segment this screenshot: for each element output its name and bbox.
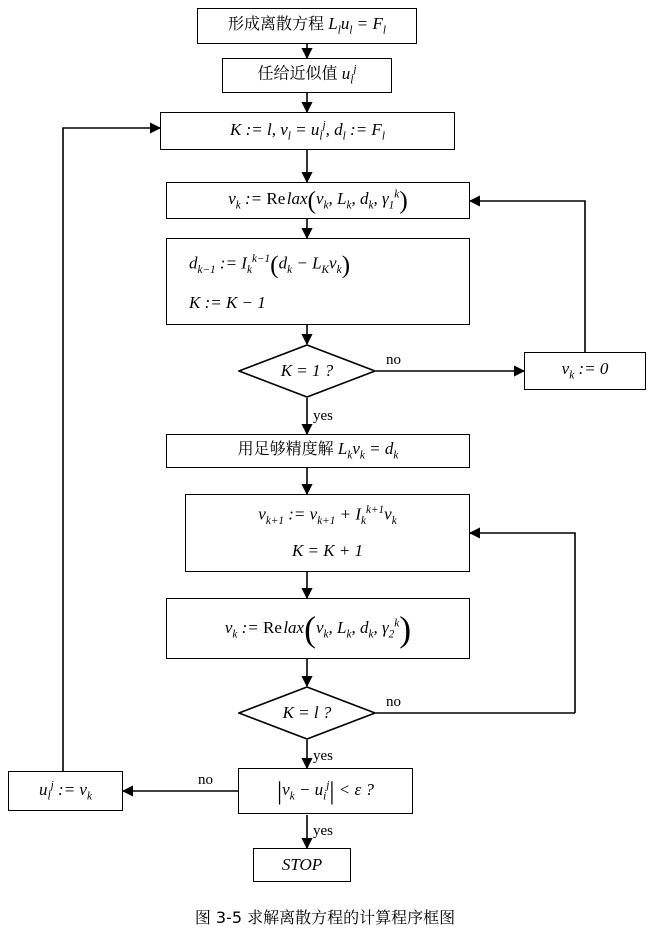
node-relax1 [166,182,470,219]
update-u-label: $u_l^j$ := $v_k$ [39,778,92,802]
node-zero-v [524,352,646,390]
zero-v-label: $v_k$ := 0 [561,359,609,382]
node-form-equation: 形成离散方程 $L_lu_l = F_l$ [197,8,417,44]
node-prolong [185,494,470,572]
edge-label-kl-no: no [386,694,401,710]
node-restrict [166,238,470,325]
prolong-line-1: $v_{k+1}$ := $v_{k+1} + I_k^{k+1}v_k$ [258,504,397,528]
initial-guess-label-cjk: 任给近似值 [257,64,338,84]
edge-label-conv-no: no [198,772,213,788]
node-solve-exact: 用足够精度解 $L_kv_k = d_k$ [166,434,470,468]
node-stop [253,848,351,882]
form-equation-label-cjk: 形成离散方程 [228,14,325,34]
edge-label-conv-yes: yes [313,823,333,839]
edge-label-k1-yes: yes [313,408,333,424]
prolong-line-2: K = K + 1 [291,540,364,560]
relax1-label: $v_k$ := Re $lax(v_k$, $L_k$, $d_k$, $\gamma_1^k$) [228,185,408,215]
node-update-u [8,771,123,811]
decision-conv-label: $|v_k - u_i^j| < \varepsilon$ ? [277,775,374,805]
init-assign-label: K := l, $v_l = u_l^j$, $d_l$ := $F_l$ [230,118,385,142]
node-decision-convergence [238,768,413,814]
edge-label-kl-yes: yes [313,748,333,764]
stop-label: STOP [281,854,323,874]
restrict-line-1: $d_{k-1}$ := $I_k^{k-1}(d_k - L_Kv_k)$ [189,249,351,279]
node-init-assign [160,112,455,150]
restrict-line-2: K := K − 1 [189,293,266,313]
figure-caption: 图 3-5 求解离散方程的计算程序框图 [194,908,456,927]
node-initial-guess: 任给近似值 $u_l^j$ [222,58,392,93]
decision-k1-label: K = 1 ? [280,361,334,380]
decision-k-equals-l [238,686,376,740]
edge-label-k1-no: no [386,352,401,368]
solve-exact-label-cjk: 用足够精度解 [237,439,334,459]
decision-k-equals-1 [238,344,376,398]
node-relax2 [166,598,470,659]
decision-kl-label: K = l ? [282,703,332,722]
relax2-label: $v_k$ := Re $lax(v_k$, $L_k$, $d_k$, $\gamma_2^k$) [224,608,412,649]
